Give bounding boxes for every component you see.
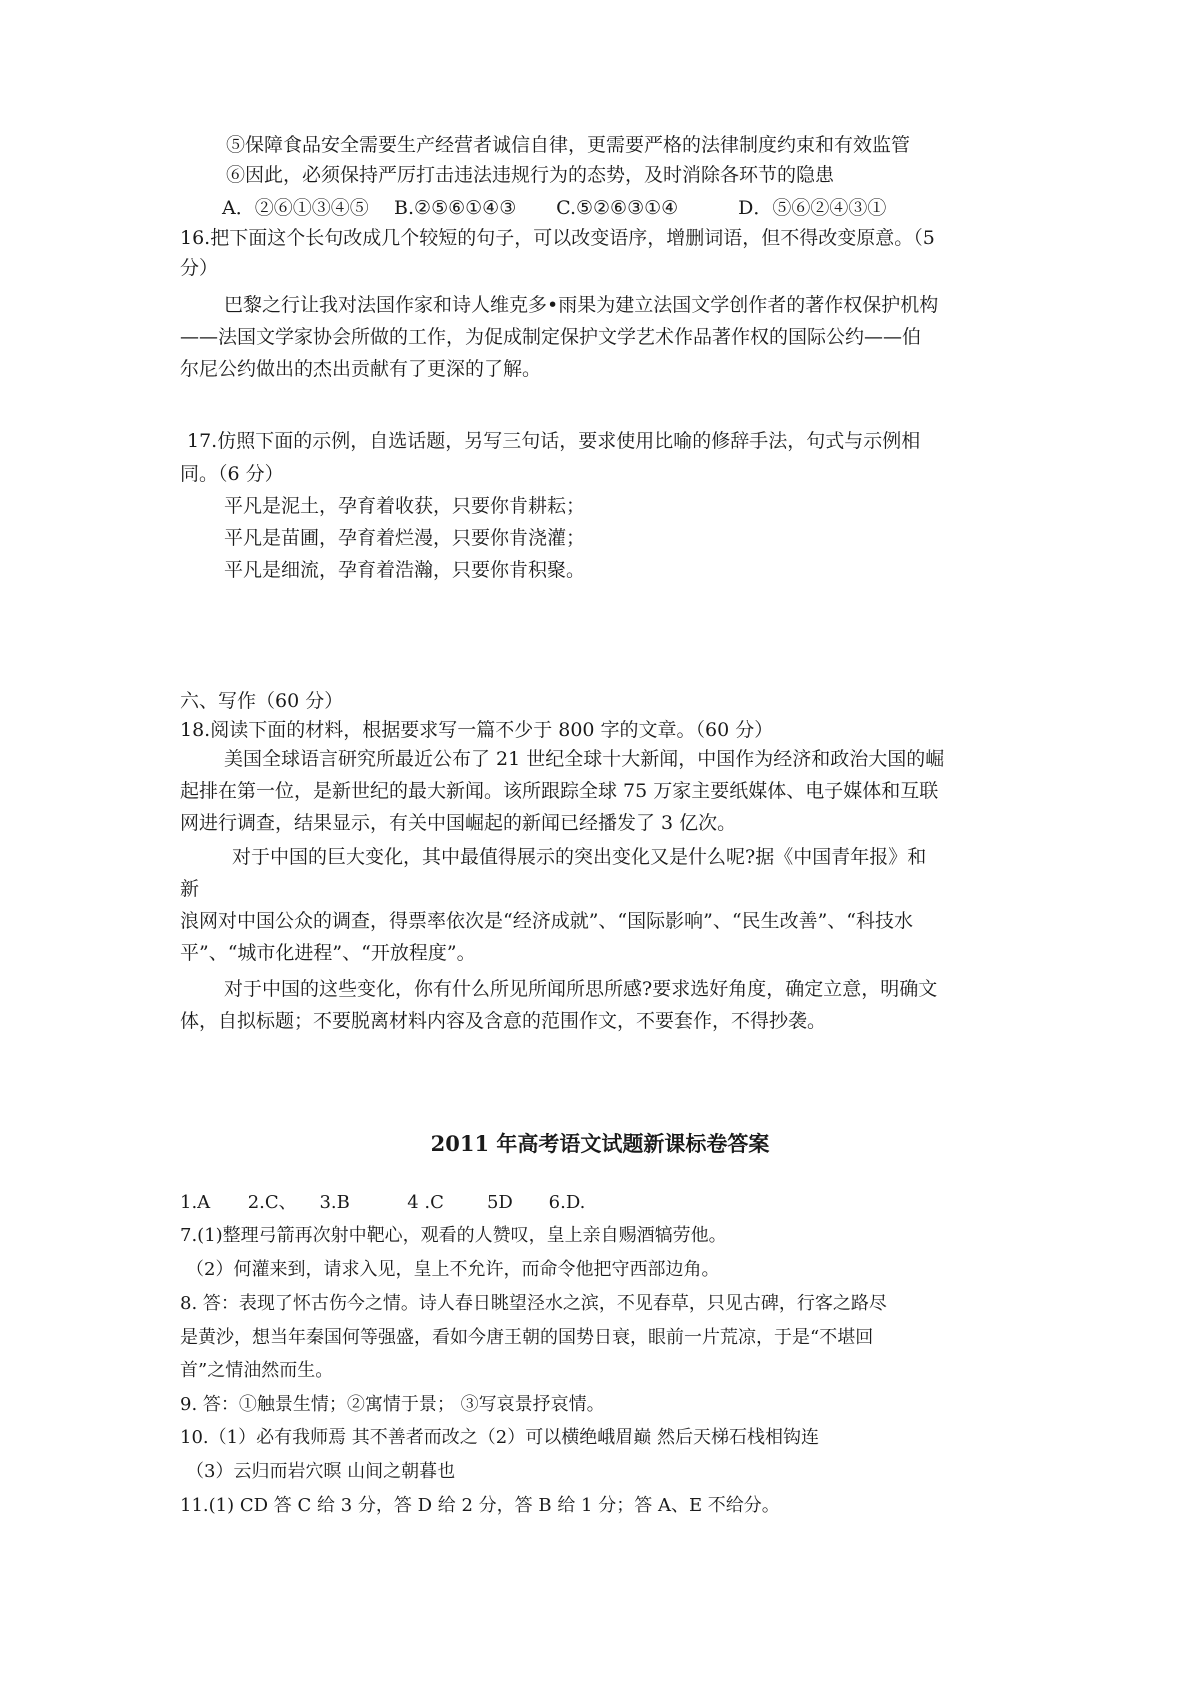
q15-option-d: D．⑤⑥②④③①: [738, 197, 887, 219]
q16-prompt-line1: 16.把下面这个长句改成几个较短的句子，可以改变语序，增删词语，但不得改变原意。（5: [180, 227, 935, 249]
q16-text-line1: 巴黎之行让我对法国作家和诗人维克多•雨果为建立法国文学创作者的著作权保护机构: [224, 294, 939, 316]
q17-prompt-line1: 17.仿照下面的示例，自选话题，另写三句话，要求使用比喻的修辞手法，句式与示例相: [187, 430, 921, 452]
answers-title: 2011 年高考语文试题新课标卷答案: [430, 1131, 770, 1156]
answer-10-line2: （3）云归而岩穴暝 山间之朝暮也: [186, 1461, 456, 1482]
q18-para2-line3: 浪网对中国公众的调查，得票率依次是“经济成就”、“国际影响”、“民生改善”、“科技水: [180, 910, 913, 932]
answer-11: 11.(1) CD 答 C 给 3 分，答 D 给 2 分，答 B 给 1 分；答 A、E 不给分。: [180, 1495, 780, 1516]
q16-prompt-line2: 分）: [180, 257, 219, 279]
q18-para2-line4: 平”、“城市化进程”、“开放程度”。: [180, 942, 476, 964]
q15-item-5: ⑤保障食品安全需要生产经营者诚信自律，更需要严格的法律制度约束和有效监管: [226, 134, 911, 156]
q18-para3-line2: 体，自拟标题；不要脱离材料内容及含意的范围作文，不要套作，不得抄袭。: [180, 1010, 827, 1032]
q17-prompt-line2: 同。（6 分）: [180, 463, 284, 485]
answer-10-line1: 10.（1）必有我师焉 其不善者而改之（2）可以横绝峨眉巅 然后天梯石栈相钩连: [180, 1427, 819, 1448]
q18-para3-line1: 对于中国的这些变化，你有什么所见所闻所思所感?要求选好角度，确定立意，明确文: [224, 978, 938, 1000]
q18-para1-line3: 网进行调查，结果显示，有关中国崛起的新闻已经播发了 3 亿次。: [180, 812, 737, 834]
answer-7-line1: 7.(1)整理弓箭再次射中靶心，观看的人赞叹，皇上亲自赐酒犒劳他。: [180, 1225, 727, 1246]
answers-1-6: [180, 1190, 585, 1216]
q18-para1-line1: 美国全球语言研究所最近公布了 21 世纪全球十大新闻，中国作为经济和政治大国的崛: [224, 748, 945, 770]
section6-heading: 六、写作（60 分）: [180, 690, 344, 712]
q18-para1-line2: 起排在第一位，是新世纪的最大新闻。该所跟踪全球 75 万家主要纸媒体、电子媒体和互联: [180, 780, 939, 802]
answer-1: 1.A: [180, 1192, 211, 1213]
q15-option-a: A．②⑥①③④⑤: [222, 197, 369, 219]
answer-7-line2: （2）何灌来到，请求入见，皇上不允许，而命令他把守西部边角。: [186, 1259, 720, 1280]
q15-item-6: ⑥因此，必须保持严厉打击违法违规行为的态势，及时消除各环节的隐患: [226, 164, 835, 186]
q16-text-line2: ——法国文学家协会所做的工作，为促成制定保护文学艺术作品著作权的国际公约——伯: [180, 326, 922, 348]
q15-option-c: C.⑤②⑥③①④: [556, 197, 679, 219]
answer-5: 5D: [486, 1192, 513, 1213]
q16-text-line3: 尔尼公约做出的杰出贡献有了更深的了解。: [180, 358, 542, 380]
q15-option-b: B.②⑤⑥①④③: [394, 197, 517, 219]
answer-8-line1: 8. 答：表现了怀古伤今之情。诗人春日眺望泾水之滨，不见春草，只见古碑，行客之路尽: [180, 1293, 887, 1314]
q18-prompt: 18.阅读下面的材料，根据要求写一篇不少于 800 字的文章。（60 分）: [180, 719, 774, 741]
answer-6: 6.D.: [548, 1192, 586, 1213]
answer-8-line3: 首”之情油然而生。: [180, 1360, 334, 1381]
answer-8-line2: 是黄沙，想当年秦国何等强盛，看如今唐王朝的国势日衰，眼前一片荒凉，于是“不堪回: [180, 1327, 874, 1348]
q17-example-2: 平凡是苗圃，孕育着烂漫，只要你肯浇灌；: [224, 527, 586, 549]
q18-para2-line1: 对于中国的巨大变化，其中最值得展示的突出变化又是什么呢?据《中国青年报》和: [232, 846, 927, 868]
answer-3: 3.B: [319, 1192, 350, 1213]
q15-options: [222, 195, 886, 221]
answer-2: 2.C、: [247, 1192, 297, 1213]
answer-4: 4 .C: [407, 1192, 444, 1213]
answer-9: 9. 答：①触景生情；②寓情于景； ③写哀景抒哀情。: [180, 1394, 605, 1415]
q17-example-3: 平凡是细流，孕育着浩瀚，只要你肯积聚。: [224, 559, 586, 581]
q18-para2-line2: 新: [180, 878, 200, 900]
q17-example-1: 平凡是泥土，孕育着收获，只要你肯耕耘；: [224, 495, 586, 517]
